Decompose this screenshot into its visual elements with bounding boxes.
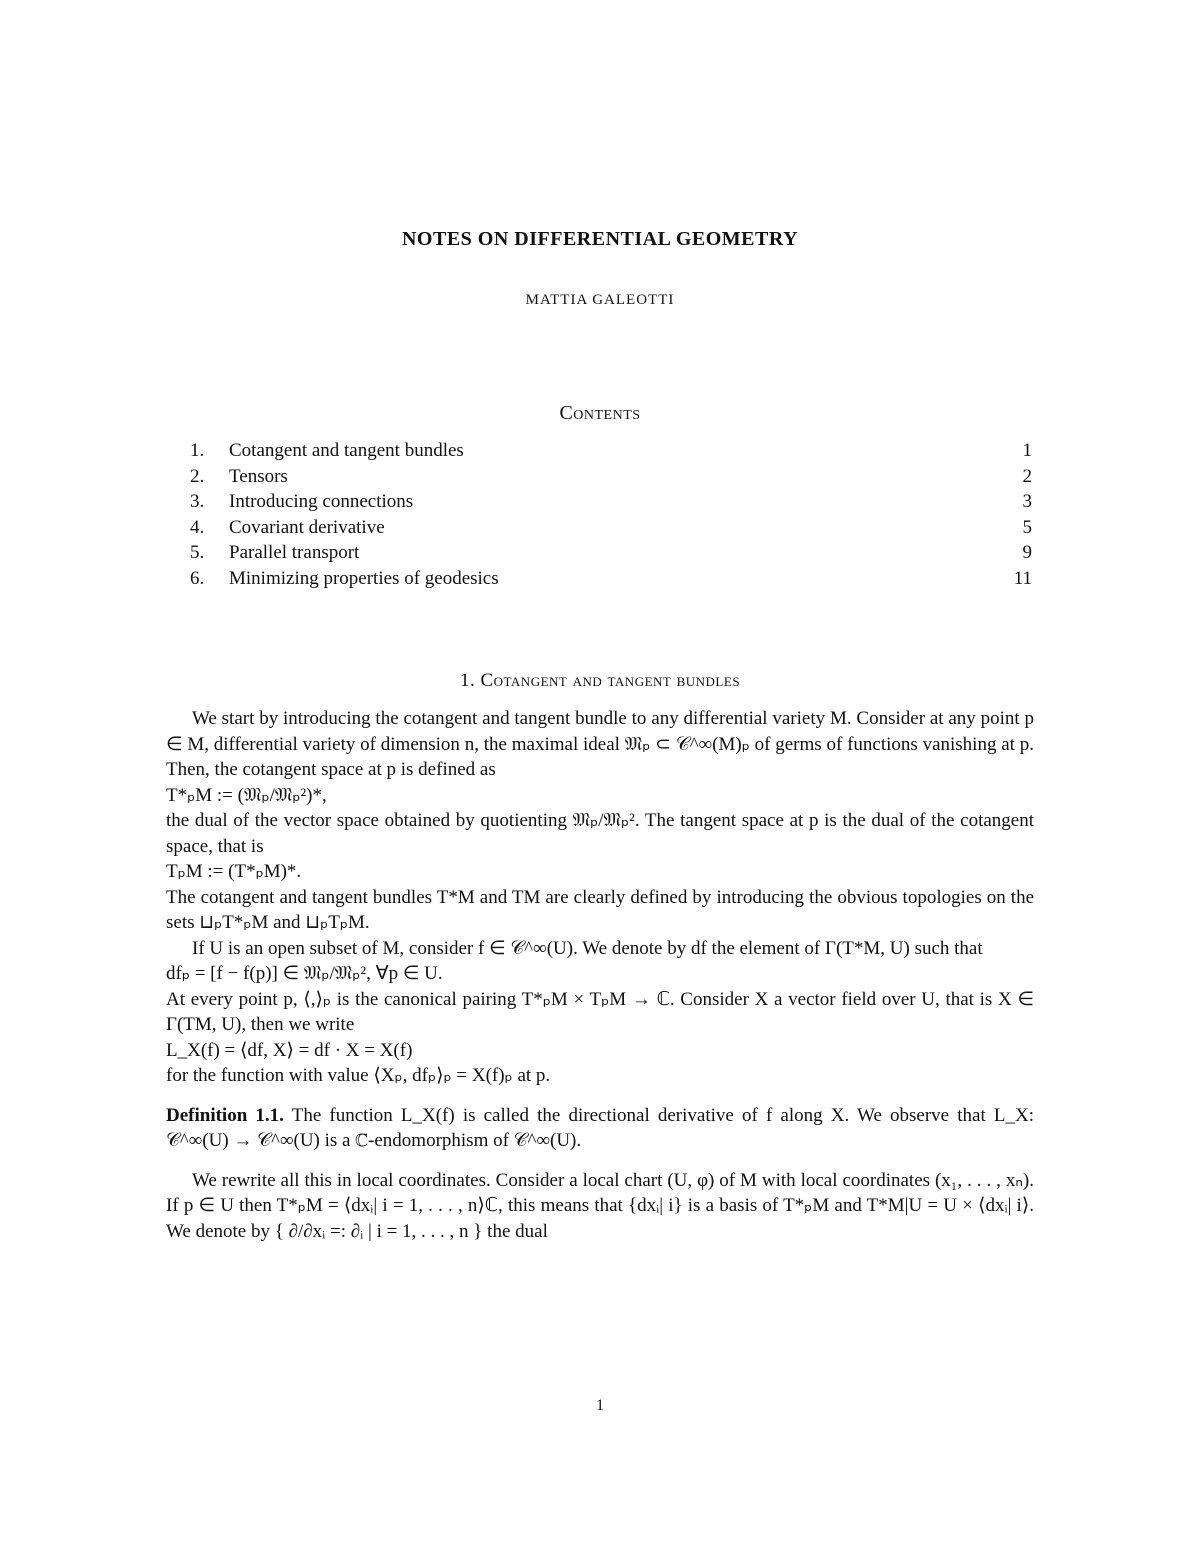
paragraph: We start by introducing the cotangent and tangent bundle to any differential variety M. Consider at any point p ∈ M, differential variety of dimension n, the maximal ideal 𝔐ₚ ⊂ 𝒞^∞(M)ₚ of germs of functions vanishing at p. Then, the cotangent space at p is defined as [166,708,1034,780]
toc-entry-number: 1. [190,440,205,461]
toc-entry-number: 6. [190,567,205,589]
toc-entry-label: Tensors [229,465,288,487]
table-of-contents [190,440,1032,593]
toc-entry[interactable] [190,491,1032,517]
spacer [166,1154,1034,1168]
toc-entry-page: 5 [1022,516,1032,538]
display-equation: T*ₚM := (𝔐ₚ/𝔐ₚ²)*, [166,784,327,806]
paragraph: the dual of the vector space obtained by quotienting 𝔐ₚ/𝔐ₚ². The tangent space at p is the dual of the cotangent space, that is [166,810,1034,857]
toc-entry-number: 5. [190,542,205,563]
definition-text: The function L_X(f) is called the directional derivative of f along X. We observe that L_X: 𝒞^∞(U) → 𝒞^∞(U) is a ℂ-endomorphism of 𝒞^∞(U). [166,1104,1034,1151]
contents-heading: Contents [559,402,641,424]
paragraph: If U is an open subset of M, consider f ∈ 𝒞^∞(U). We denote by df the element of Γ(T*M, U) such that [192,937,983,959]
toc-entry[interactable] [190,568,1032,594]
paragraph: for the function with value ⟨Xₚ, dfₚ⟩ₚ = X(f)ₚ at p. [166,1065,551,1086]
paragraph: The cotangent and tangent bundles T*M and TM are clearly defined by introducing the obvious topologies on the sets ⊔ₚT*ₚM and ⊔ₚTₚM. [166,886,1034,933]
toc-entry-number: 2. [190,465,205,487]
toc-entry-page: 1 [1022,440,1032,461]
paper-title: NOTES ON DIFFERENTIAL GEOMETRY [401,228,799,250]
toc-entry-label: Covariant derivative [229,516,385,538]
toc-entry-number: 3. [190,491,205,512]
spacer [166,1089,1034,1103]
toc-entry-label: Cotangent and tangent bundles [229,440,464,461]
toc-entry-number: 4. [190,516,205,538]
toc-entry-page: 11 [1013,567,1032,589]
toc-entry-label: Introducing connections [229,491,414,512]
toc-entry[interactable] [190,440,1032,466]
definition-label: Definition 1.1. [166,1104,284,1126]
toc-entry[interactable] [190,466,1032,492]
toc-entry[interactable] [190,542,1032,568]
section-heading: 1. Cotangent and tangent bundles [459,670,741,691]
display-equation: TₚM := (T*ₚM)*. [166,861,302,882]
toc-entry[interactable] [190,517,1032,543]
toc-entry-label: Minimizing properties of geodesics [229,567,499,589]
display-equation: dfₚ = [f − f(p)] ∈ 𝔐ₚ/𝔐ₚ², ∀p ∈ U. [166,963,443,984]
display-equation: L_X(f) = ⟨df, X⟩ = df · X = X(f) [166,1039,413,1061]
paper-author: MATTIA GALEOTTI [525,292,675,308]
page-number: 1 [596,1397,604,1414]
toc-entry-page: 3 [1022,491,1032,512]
paragraph: At every point p, ⟨,⟩ₚ is the canonical pairing T*ₚM × TₚM → ℂ. Consider X a vector field over U, that is X ∈ Γ(TM, U), then we write [166,988,1034,1035]
toc-entry-page: 9 [1022,542,1032,563]
paragraph: We rewrite all this in local coordinates. Consider a local chart (U, φ) of M with local coordinates (x₁, . . . , xₙ). If p ∈ U then T*ₚM = ⟨dxᵢ| i = 1, . . . , n⟩ℂ, this means that {dxᵢ| i} is a basis of T*ₚM and T*M|U = U × ⟨dxᵢ| i⟩. We denote by { ∂/∂xᵢ =: ∂ᵢ | i = 1, . . . , n } the dual [166,1169,1034,1242]
toc-entry-label: Parallel transport [229,542,360,563]
definition [166,1103,1034,1154]
toc-entry-page: 2 [1022,465,1032,487]
section-body [166,706,1034,1244]
